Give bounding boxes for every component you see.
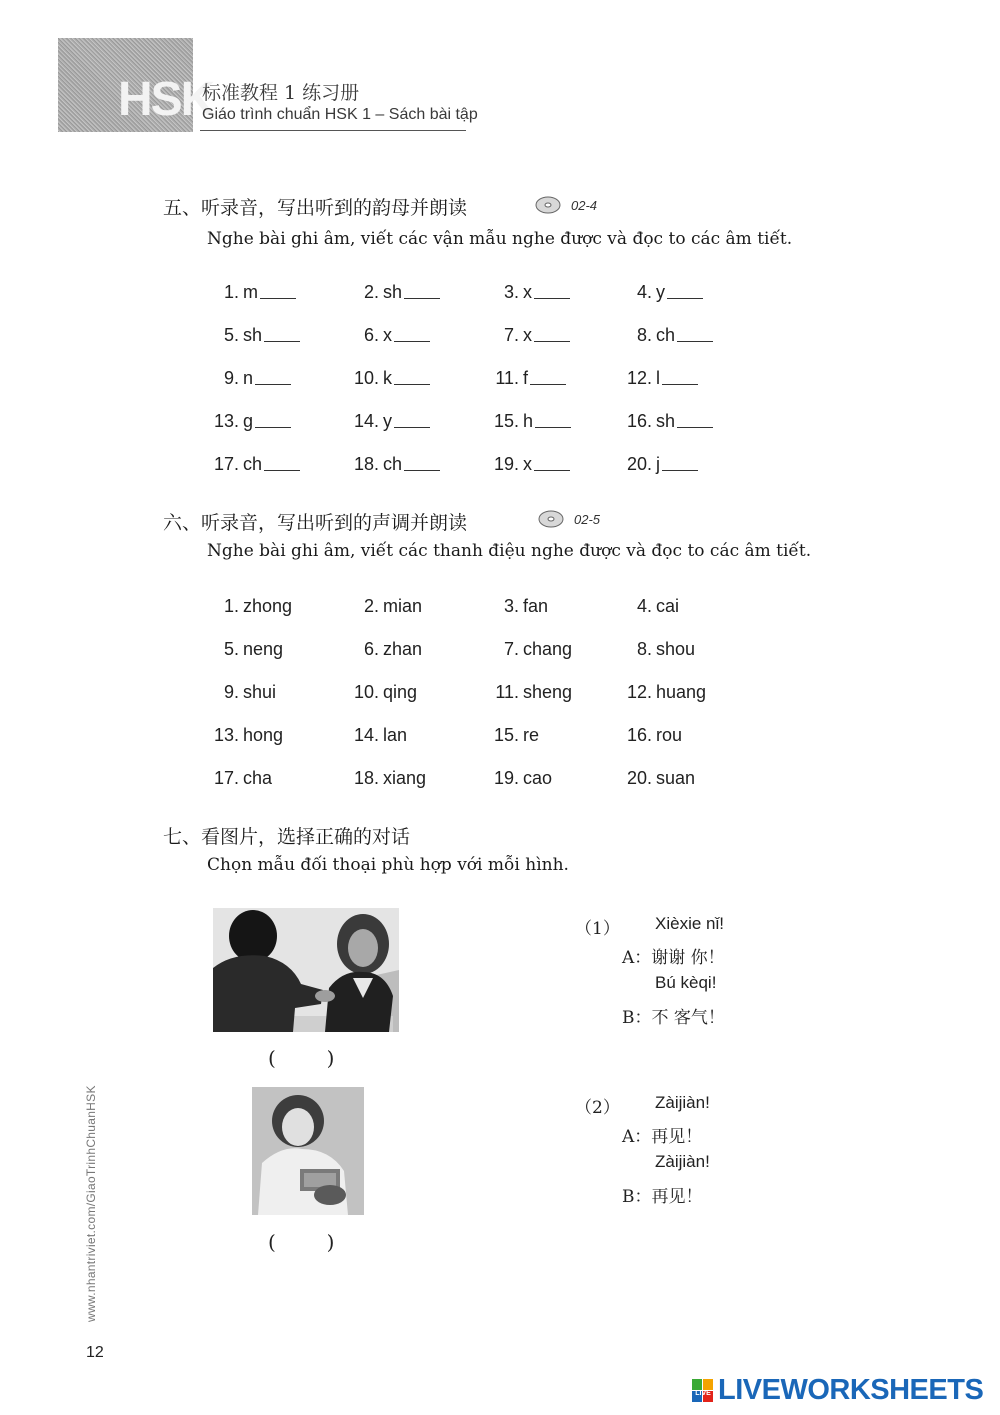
item-number: 19.: [493, 454, 519, 474]
item-number: 14.: [353, 411, 379, 431]
tone-exercise-item: [345, 660, 485, 703]
item-initial: y: [383, 411, 392, 431]
photo2-answer-slot[interactable]: ( ): [268, 1230, 335, 1254]
answer-blank[interactable]: [662, 384, 698, 385]
final-exercise-item[interactable]: [485, 303, 618, 346]
final-exercise-item[interactable]: [618, 303, 758, 346]
item-number: 4.: [636, 596, 652, 616]
section7-title: 七、看图片，选择正确的对话: [163, 826, 411, 848]
final-exercise-item[interactable]: [618, 389, 758, 432]
answer-blank[interactable]: [264, 341, 300, 342]
tone-exercise-item: [205, 746, 345, 789]
tone-exercise-item: [485, 574, 618, 617]
answer-blank[interactable]: [394, 427, 430, 428]
dialogue1-b-line: B：不 客气！: [622, 1008, 725, 1028]
tone-exercise-item: [618, 703, 758, 746]
tone-exercise-item: [485, 746, 618, 789]
item-number: 9.: [223, 368, 239, 388]
item-number: 7.: [503, 639, 519, 659]
dialogue2-number: （2）: [575, 1098, 620, 1118]
item-number: 16.: [626, 411, 652, 431]
item-number: 19.: [493, 768, 519, 788]
item-syllable: xiang: [383, 768, 427, 788]
item-number: 2.: [363, 596, 379, 616]
item-number: 14.: [353, 725, 379, 745]
book-title-chinese: 标准教程 1 练习册: [202, 82, 360, 104]
item-number: 10.: [353, 682, 379, 702]
section5-title: 五、听录音，写出听到的韵母并朗读: [163, 197, 468, 219]
liveworksheets-badge-text: LIVE: [695, 1389, 711, 1397]
final-exercise-item[interactable]: [485, 260, 618, 303]
answer-blank[interactable]: [394, 341, 430, 342]
dialogue2-a-pinyin: Zàijiàn!: [655, 1093, 710, 1112]
final-exercise-item[interactable]: [345, 303, 485, 346]
photo-woman-gift: [252, 1087, 364, 1215]
header-underline: [200, 130, 466, 131]
item-number: 18.: [353, 454, 379, 474]
item-initial: f: [523, 368, 529, 388]
liveworksheets-logo-icon: [692, 1379, 714, 1403]
tone-exercise-item: [345, 574, 485, 617]
tone-exercise-item: [205, 660, 345, 703]
item-syllable: rou: [656, 725, 683, 745]
dialogue1-a-line: A：谢谢 你！: [622, 948, 725, 968]
item-initial: x: [523, 282, 532, 302]
tone-exercise-item: [205, 617, 345, 660]
item-number: 11.: [495, 682, 519, 702]
item-initial: sh: [243, 325, 263, 345]
book-title-vietnamese: Giáo trình chuẩn HSK 1 – Sách bài tập: [202, 106, 478, 123]
answer-blank[interactable]: [255, 384, 291, 385]
item-syllable: zhong: [243, 596, 293, 616]
final-exercise-item[interactable]: [205, 389, 345, 432]
item-number: 12.: [626, 682, 652, 702]
item-number: 9.: [223, 682, 239, 702]
item-syllable: cao: [523, 768, 553, 788]
item-number: 13.: [213, 725, 239, 745]
tone-exercise-item: [345, 617, 485, 660]
item-initial: k: [383, 368, 392, 388]
item-number: 6.: [363, 639, 379, 659]
item-syllable: lan: [383, 725, 408, 745]
item-number: 17.: [213, 768, 239, 788]
item-number: 3.: [503, 596, 519, 616]
answer-blank[interactable]: [394, 384, 430, 385]
audio-track-code: 02-4: [571, 197, 598, 213]
final-exercise-item[interactable]: [205, 303, 345, 346]
answer-blank[interactable]: [534, 298, 570, 299]
tone-exercise-item: [618, 746, 758, 789]
final-exercise-item[interactable]: [485, 346, 618, 389]
item-initial: y: [656, 282, 665, 302]
tone-exercise-item: [485, 617, 618, 660]
item-number: 18.: [353, 768, 379, 788]
item-syllable: re: [523, 725, 540, 745]
tone-exercise-item: [205, 703, 345, 746]
item-number: 15.: [493, 725, 519, 745]
final-exercise-item[interactable]: [485, 432, 618, 475]
item-number: 1.: [223, 282, 239, 302]
final-exercise-item[interactable]: [205, 432, 345, 475]
item-syllable: neng: [243, 639, 284, 659]
tone-exercise-item: [205, 574, 345, 617]
section7-instruction: Chọn mẫu đối thoại phù hợp với mỗi hình.: [207, 855, 569, 875]
item-number: 8.: [636, 325, 652, 345]
item-syllable: cai: [656, 596, 680, 616]
answer-blank[interactable]: [677, 341, 713, 342]
item-syllable: hong: [243, 725, 284, 745]
section5-audio[interactable]: [535, 195, 597, 215]
item-number: 6.: [363, 325, 379, 345]
item-syllable: zhan: [383, 639, 423, 659]
item-initial: m: [243, 282, 258, 302]
item-initial: sh: [383, 282, 403, 302]
item-syllable: qing: [383, 682, 418, 702]
item-number: 10.: [353, 368, 379, 388]
answer-blank[interactable]: [677, 427, 713, 428]
section6-exercise-grid: [205, 574, 758, 789]
answer-blank[interactable]: [255, 427, 291, 428]
dialogue1-b-pinyin: Bú kèqi!: [655, 973, 717, 992]
answer-blank[interactable]: [534, 341, 570, 342]
item-syllable: huang: [656, 682, 707, 702]
item-number: 8.: [636, 639, 652, 659]
dialogue2-b-pinyin: Zàijiàn!: [655, 1152, 710, 1171]
dialogue1-a-pinyin: Xièxie nǐ!: [655, 914, 724, 933]
item-number: 2.: [363, 282, 379, 302]
final-exercise-item[interactable]: [345, 432, 485, 475]
item-number: 3.: [503, 282, 519, 302]
audio-track-code: 02-5: [574, 511, 601, 527]
tone-exercise-item: [345, 746, 485, 789]
item-initial: x: [523, 325, 532, 345]
tone-exercise-item: [618, 574, 758, 617]
item-initial: l: [656, 368, 660, 388]
item-number: 4.: [636, 282, 652, 302]
answer-blank[interactable]: [667, 298, 703, 299]
item-number: 12.: [626, 368, 652, 388]
woman-gift-illustration: [252, 1087, 364, 1215]
item-number: 5.: [223, 639, 239, 659]
final-exercise-item[interactable]: [205, 346, 345, 389]
tone-exercise-item: [485, 660, 618, 703]
final-exercise-item[interactable]: [345, 346, 485, 389]
hsk-logo-text: HSK: [118, 73, 214, 126]
answer-blank[interactable]: [534, 470, 570, 471]
tone-exercise-item: [618, 660, 758, 703]
audio-cd-icon: [535, 195, 561, 215]
item-syllable: shui: [243, 682, 277, 702]
item-syllable: chang: [523, 639, 573, 659]
hsk-logo: [58, 38, 214, 132]
final-exercise-item[interactable]: [345, 260, 485, 303]
page-number: 12: [86, 1344, 104, 1361]
section5-exercise-grid: [205, 260, 758, 475]
final-exercise-item[interactable]: [618, 346, 758, 389]
tone-exercise-item: [485, 703, 618, 746]
answer-blank[interactable]: [662, 470, 698, 471]
item-initial: ch: [656, 325, 676, 345]
answer-blank[interactable]: [535, 427, 571, 428]
item-initial: x: [523, 454, 532, 474]
section5-instruction: Nghe bài ghi âm, viết các vận mẫu nghe được và đọc to các âm tiết.: [207, 229, 793, 249]
item-number: 15.: [493, 411, 519, 431]
item-initial: n: [243, 368, 254, 388]
item-syllable: suan: [656, 768, 696, 788]
handshake-illustration: [213, 908, 399, 1032]
answer-blank[interactable]: [264, 470, 300, 471]
photo1-answer-slot[interactable]: ( ): [268, 1046, 335, 1070]
final-exercise-item[interactable]: [205, 260, 345, 303]
item-syllable: sheng: [523, 682, 573, 702]
item-initial: g: [243, 411, 254, 431]
section6-audio[interactable]: [538, 509, 600, 529]
photo-handshake: [213, 908, 399, 1032]
item-number: 11.: [495, 368, 519, 388]
liveworksheets-wordmark: LIVEWORKSHEETS: [718, 1374, 984, 1406]
item-number: 16.: [626, 725, 652, 745]
answer-blank[interactable]: [530, 384, 566, 385]
item-number: 7.: [503, 325, 519, 345]
item-syllable: cha: [243, 768, 273, 788]
liveworksheets-brand: [692, 1374, 983, 1407]
item-number: 13.: [213, 411, 239, 431]
final-exercise-item[interactable]: [618, 260, 758, 303]
tone-exercise-item: [345, 703, 485, 746]
dialogue1-number: （1）: [575, 919, 620, 939]
final-exercise-item[interactable]: [345, 389, 485, 432]
item-initial: sh: [656, 411, 676, 431]
side-website-url: www.nhantriviet.com/GiaoTrinhChuanHSK: [84, 1085, 98, 1322]
item-initial: x: [383, 325, 392, 345]
audio-cd-icon: [538, 509, 564, 529]
item-number: 5.: [223, 325, 239, 345]
answer-blank[interactable]: [260, 298, 296, 299]
item-initial: j: [656, 454, 660, 474]
answer-blank[interactable]: [404, 298, 440, 299]
final-exercise-item[interactable]: [618, 432, 758, 475]
item-initial: ch: [243, 454, 263, 474]
item-syllable: mian: [383, 596, 423, 616]
item-syllable: fan: [523, 596, 549, 616]
item-number: 17.: [213, 454, 239, 474]
section6-instruction: Nghe bài ghi âm, viết các thanh điệu nghe được và đọc to các âm tiết.: [207, 541, 812, 561]
answer-blank[interactable]: [404, 470, 440, 471]
item-number: 1.: [223, 596, 239, 616]
dialogue2-b-line: B：再见！: [622, 1187, 703, 1207]
section6-title: 六、听录音，写出听到的声调并朗读: [163, 512, 468, 534]
item-syllable: shou: [656, 639, 696, 659]
item-initial: h: [523, 411, 534, 431]
tone-exercise-item: [618, 617, 758, 660]
item-number: 20.: [626, 768, 652, 788]
dialogue2-a-line: A：再见！: [622, 1127, 703, 1147]
final-exercise-item[interactable]: [485, 389, 618, 432]
item-number: 20.: [626, 454, 652, 474]
item-initial: ch: [383, 454, 403, 474]
